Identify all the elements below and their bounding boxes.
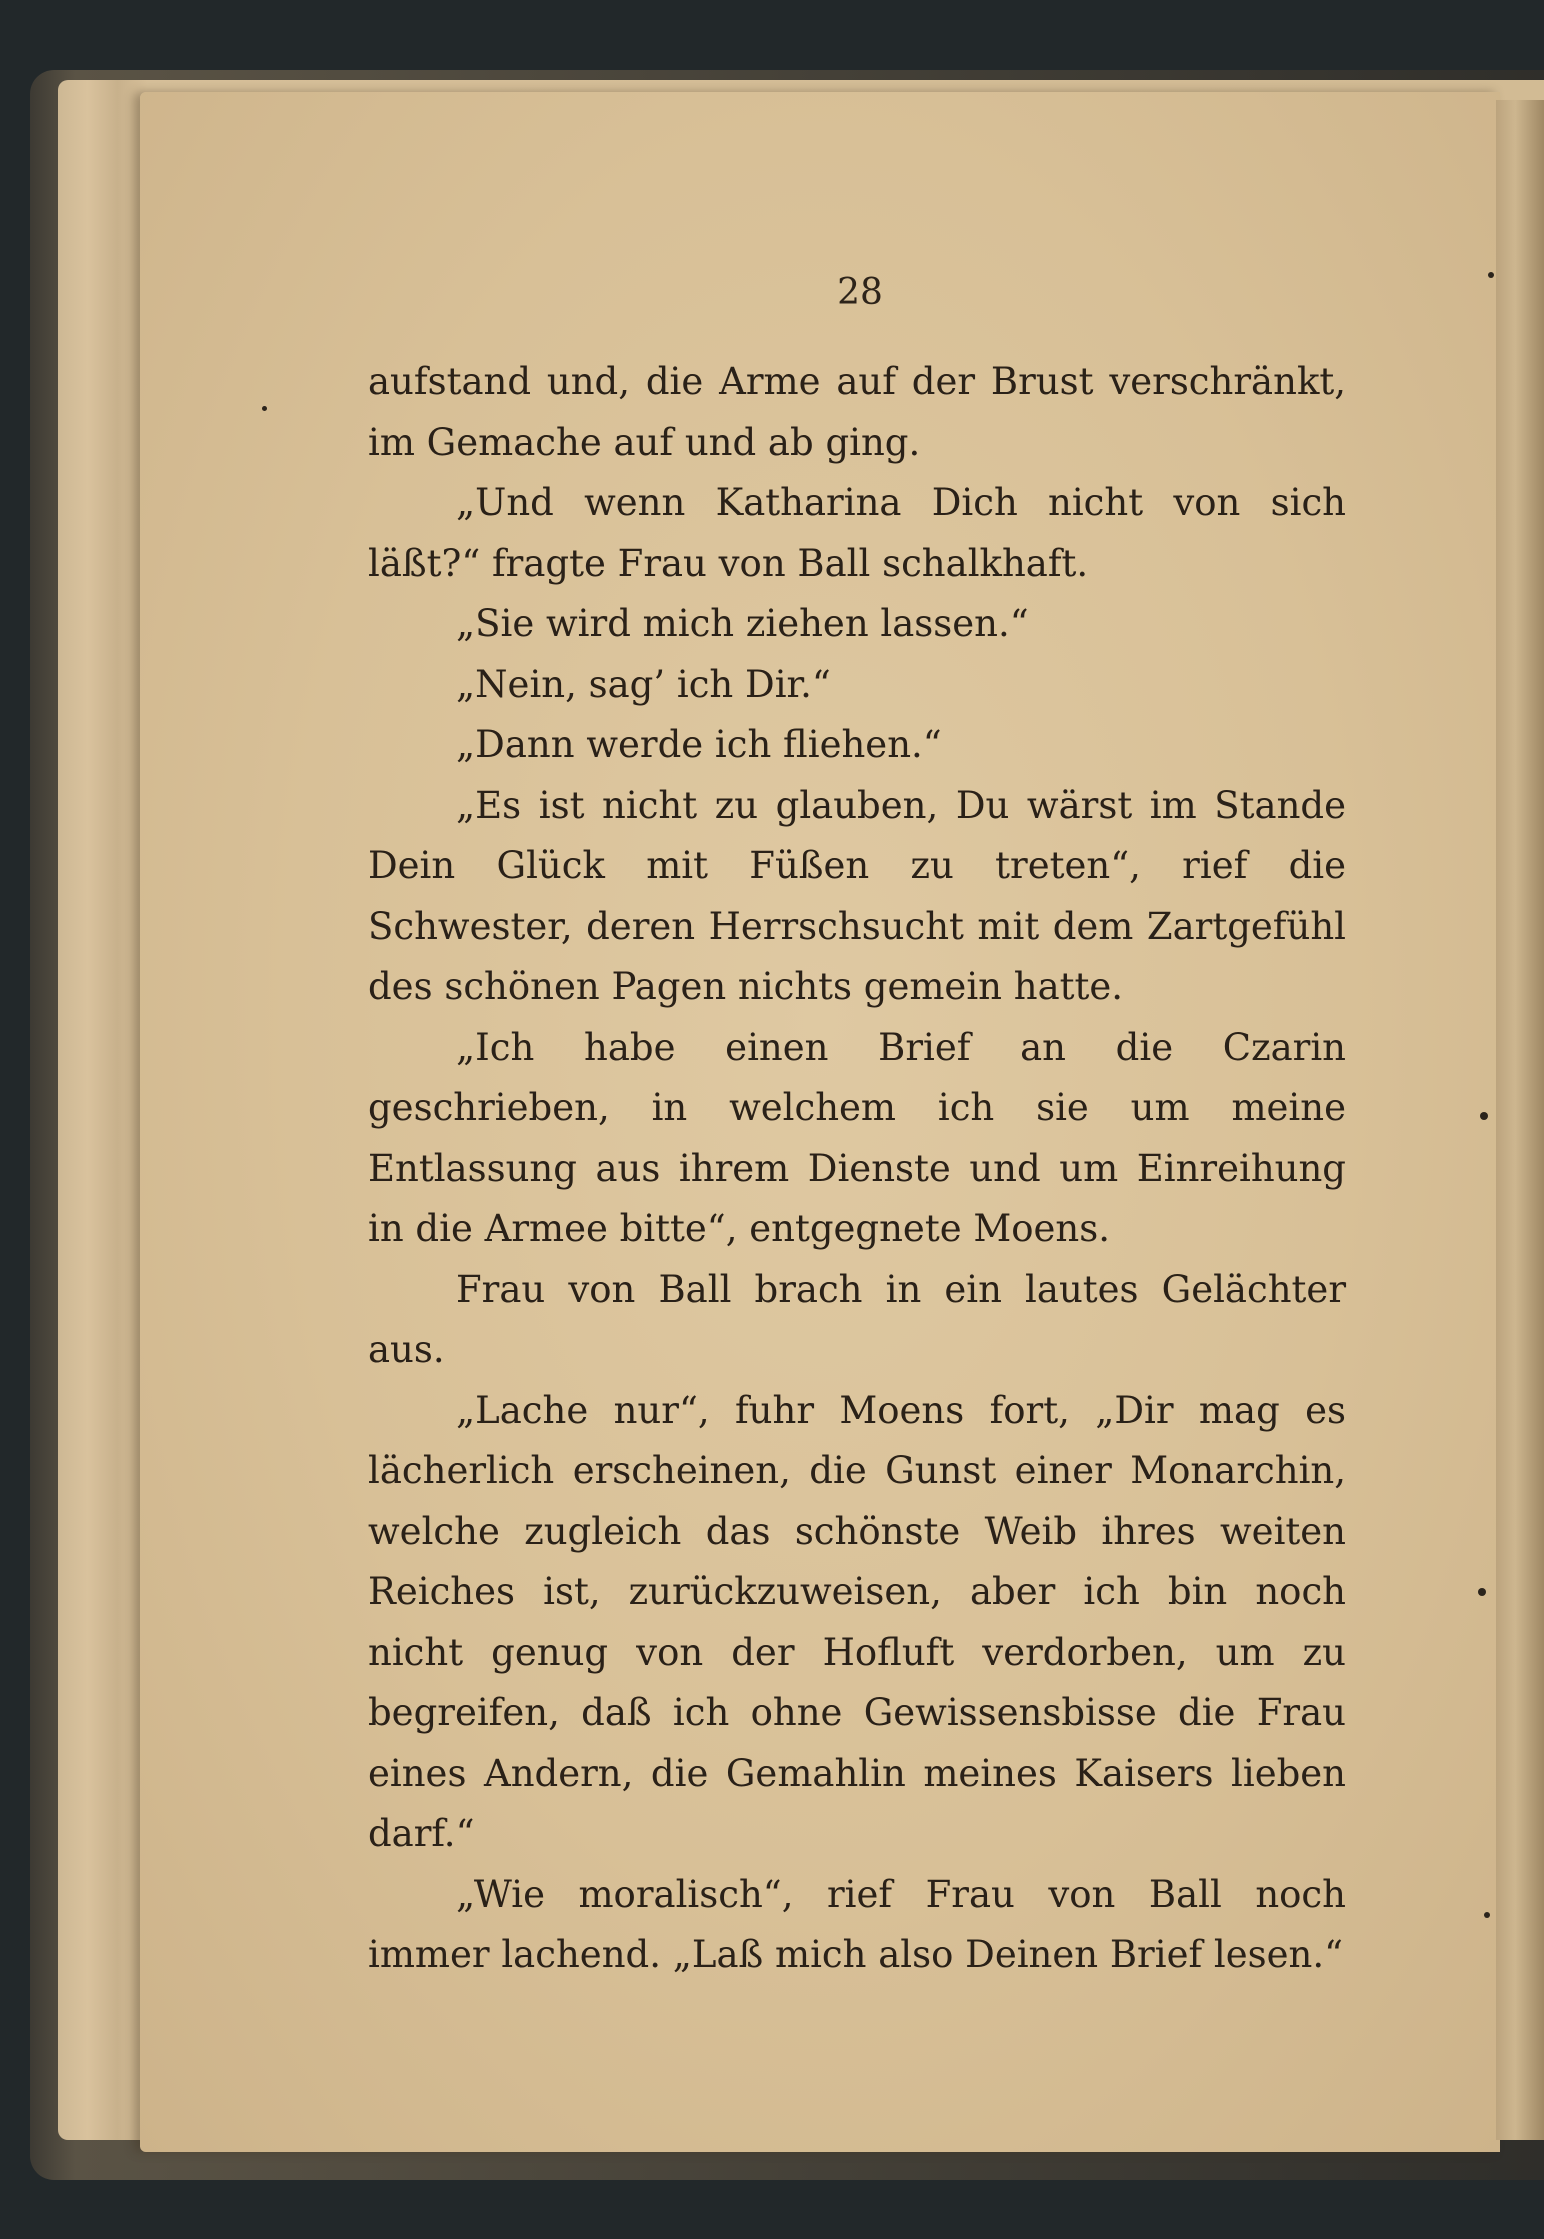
paragraph: „Und wenn Katharina Dich nicht von sich läßt?“ fragte Frau von Ball schalkhaft. <box>368 481 1346 585</box>
paragraph: „Sie wird mich ziehen lassen.“ <box>456 602 1029 645</box>
margin-speck <box>1484 1912 1490 1918</box>
paragraph: „Es ist nicht zu glauben, Du wärst im Stande Dein Glück mit Füßen zu treten“, rief die Schwester, deren Herrschsucht mit dem Zartgefühl des schönen Pagen nichts gemein hatte. <box>368 783 1346 1008</box>
paragraph: „Dann werde ich fliehen.“ <box>456 723 942 766</box>
margin-speck <box>1488 272 1494 278</box>
paragraph: „Nein, sag’ ich Dir.“ <box>456 662 831 706</box>
facing-page-edge <box>1496 100 1544 2140</box>
paragraph: aufstand und, die Arme auf der Brust verschränkt, im Gemache auf und ab ging. <box>368 360 1346 464</box>
margin-speck <box>1478 1588 1486 1596</box>
page-text <box>368 352 1346 1986</box>
paragraph: „Wie moralisch“, rief Frau von Ball noch immer lachend. „Laß mich also Deinen Brief lesen.“ <box>368 1872 1346 1976</box>
margin-speck <box>1480 1112 1488 1120</box>
paragraph: Frau von Ball brach in ein lautes Gelächter aus. <box>368 1267 1346 1371</box>
margin-speck <box>262 406 267 411</box>
paragraph: „Lache nur“, fuhr Moens fort, „Dir mag es lächerlich erscheinen, die Gunst einer Monarchin, welche zugleich das schönste Weib ihres weiten Reiches ist, zurückzuweisen, aber ich bin noch nicht genug von der Hofluft verdorben, um zu begreifen, daß ich ohne Gewissensbisse die Frau eines Andern, die Gemahlin meines Kaisers lieben darf.“ <box>368 1388 1346 1855</box>
page-number: 28 <box>837 272 883 313</box>
paragraph: „Ich habe einen Brief an die Czarin geschrieben, in welchem ich sie um meine Entlassung aus ihrem Dienste und um Einreihung in die Armee bitte“, entgegnete Moens. <box>368 1025 1346 1250</box>
